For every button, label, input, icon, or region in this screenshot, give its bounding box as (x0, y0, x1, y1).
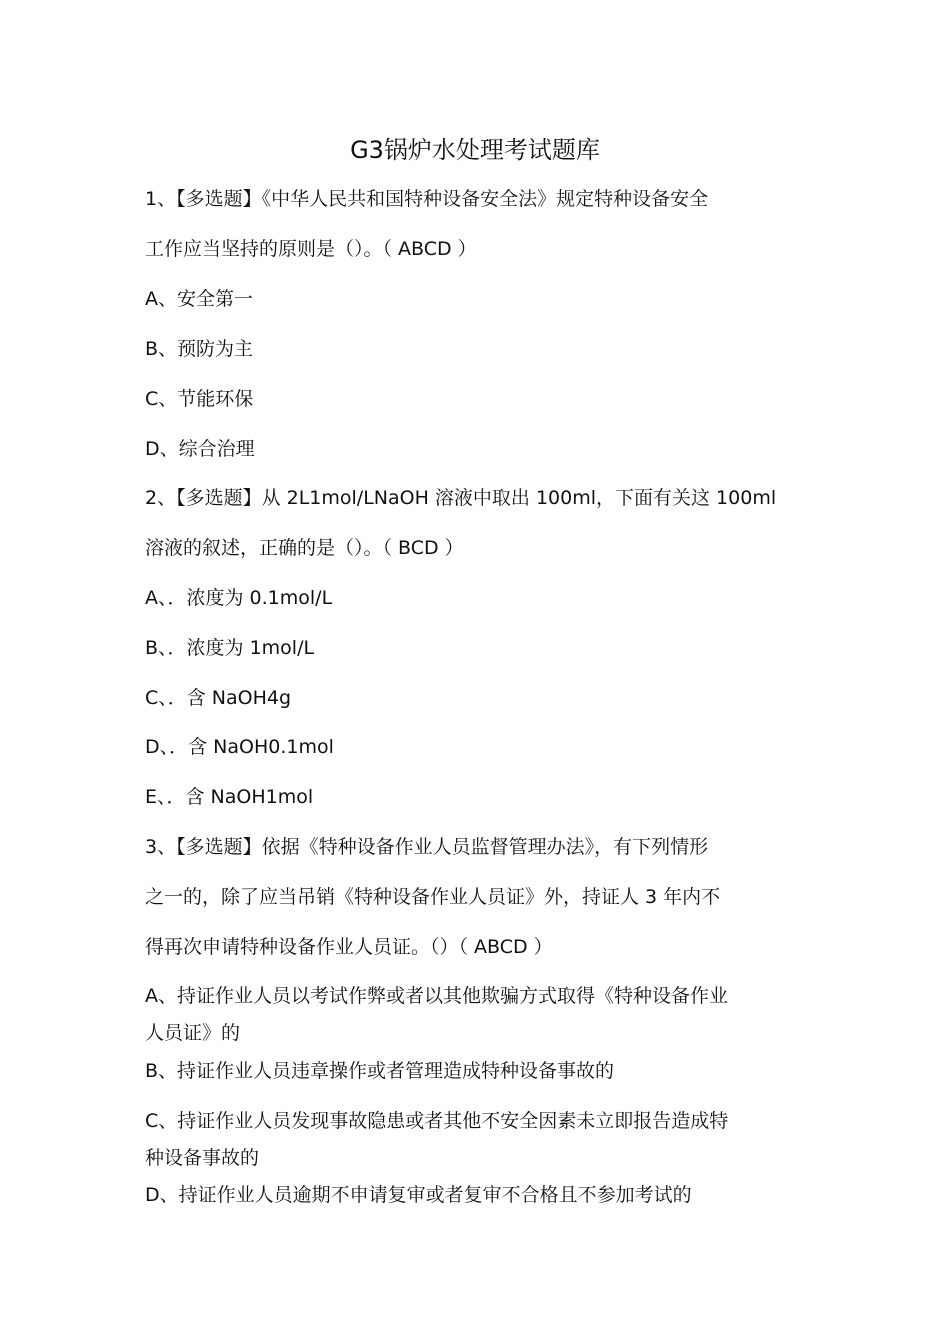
question-2-option-c: C、．含 NaOH4g (145, 687, 292, 709)
question-2-option-a: A、．浓度为 0.1mol/L (145, 587, 333, 609)
question-3-stem-line-1: 3、【多选题】依据《特种设备作业人员监督管理办法》，有下列情形 (145, 836, 709, 858)
question-1-option-c: C、节能环保 (145, 388, 254, 410)
question-3-stem-line-3: 得再次申请特种设备作业人员证。（）（ ABCD ） (145, 936, 553, 958)
question-3-option-c-line-2: 种设备事故的 (145, 1147, 260, 1169)
question-1-option-d: D、综合治理 (145, 438, 255, 460)
question-1-option-b: B、预防为主 (145, 338, 254, 360)
question-3-stem-line-2: 之一的，除了应当吊销《特种设备作业人员证》外，持证人 3 年内不 (145, 886, 721, 908)
question-2-option-d: D、．含 NaOH0.1mol (145, 736, 334, 758)
question-2-stem-line-1: 2、【多选题】从 2L1mol/LNaOH 溶液中取出 100ml，下面有关这 100ml (145, 487, 777, 509)
question-3-option-d: D、持证作业人员逾期不申请复审或者复审不合格且不参加考试的 (145, 1184, 692, 1206)
document-title: G3锅炉水处理考试题库 (350, 136, 600, 164)
question-2-option-b: B、．浓度为 1mol/L (145, 637, 315, 659)
question-2-stem-line-2: 溶液的叙述，正确的是（）。（ BCD ） (145, 537, 464, 559)
question-1-stem-line-2: 工作应当坚持的原则是（）。（ ABCD ） (145, 238, 477, 260)
question-1-option-a: A、安全第一 (145, 288, 253, 310)
question-3-option-b: B、持证作业人员违章操作或者管理造成特种设备事故的 (145, 1060, 615, 1082)
question-2-option-e: E、．含 NaOH1mol (145, 786, 314, 808)
question-3-option-a-line-1: A、持证作业人员以考试作弊或者以其他欺骗方式取得《特种设备作业 (145, 985, 728, 1007)
question-1-stem-line-1: 1、【多选题】《中华人民共和国特种设备安全法》规定特种设备安全 (145, 188, 709, 210)
question-3-option-a-line-2: 人员证》的 (145, 1022, 241, 1044)
question-3-option-c-line-1: C、持证作业人员发现事故隐患或者其他不安全因素未立即报告造成特 (145, 1110, 729, 1132)
